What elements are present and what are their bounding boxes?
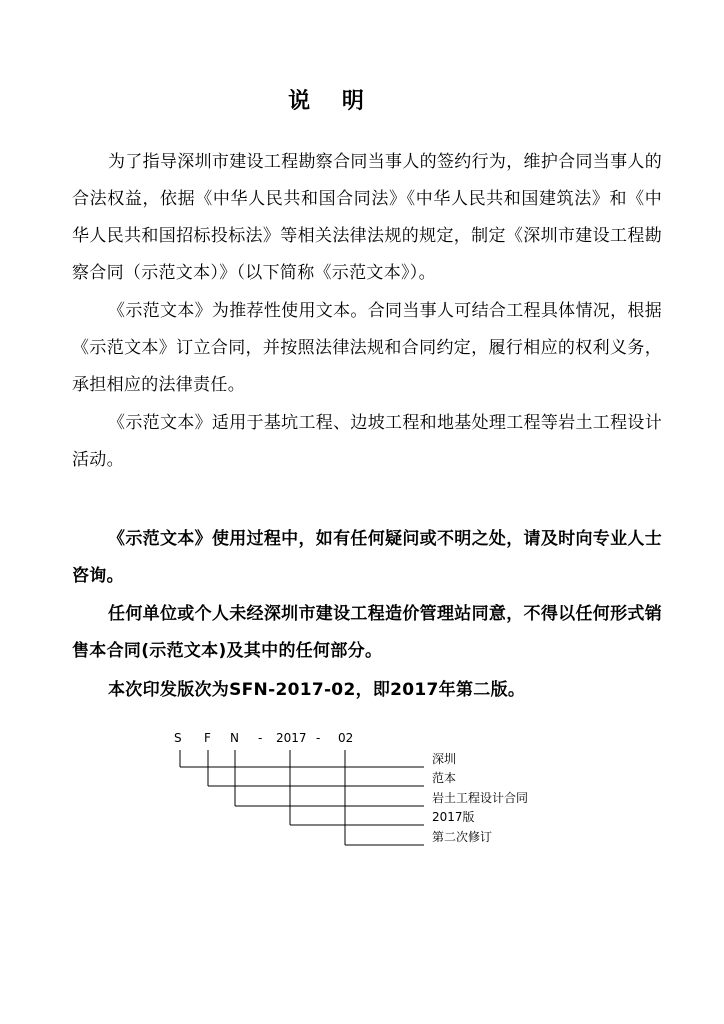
code-part-dash-2: - <box>316 731 321 745</box>
code-part-n: N <box>230 731 239 745</box>
meaning-contract-type: 岩土工程设计合同 <box>432 791 529 805</box>
meaning-shenzhen: 深圳 <box>432 752 457 766</box>
paragraph-purpose: 为了指导深圳市建设工程勘察合同当事人的签约行为，维护合同当事人的合法权益，依据《中华人民共和国合同法》《中华人民共和国建筑法》和《中华人民共和国招标投标法》等相关法律法规的规定，制定《深圳市建设工程勘察合同（示范文本）》（以下简称《示范文本》）。 <box>72 152 662 283</box>
paragraph-inquiry: 《示范文本》使用过程中，如有任何疑问或不明之处，请及时向专业人士咨询。 <box>72 529 662 586</box>
code-part-revision: 02 <box>338 731 354 745</box>
paragraph-version: 本次印发版次为SFN-2017-02，即2017年第二版。 <box>108 680 526 700</box>
code-part-dash-1: - <box>258 731 263 745</box>
meaning-template: 范本 <box>432 771 457 785</box>
paragraph-usage: 《示范文本》为推荐性使用文本。合同当事人可结合工程具体情况，根据《示范文本》订立合同，并按照法律法规和合同约定，履行相应的权利义务，承担相应的法律责任。 <box>72 301 662 395</box>
paragraph-scope: 《示范文本》适用于基坑工程、边坡工程和地基处理工程等岩土工程设计活动。 <box>72 413 662 470</box>
code-part-f: F <box>204 731 211 745</box>
paragraph-copyright: 任何单位或个人未经深圳市建设工程造价管理站同意，不得以任何形式销售本合同(示范文本)及其中的任何部分。 <box>72 604 662 661</box>
page-title: 说 明 <box>288 89 376 114</box>
meaning-year-edition: 2017版 <box>432 810 475 824</box>
code-part-year: 2017 <box>276 731 307 745</box>
meaning-revision: 第二次修订 <box>432 830 493 844</box>
code-part-s: S <box>174 731 182 745</box>
